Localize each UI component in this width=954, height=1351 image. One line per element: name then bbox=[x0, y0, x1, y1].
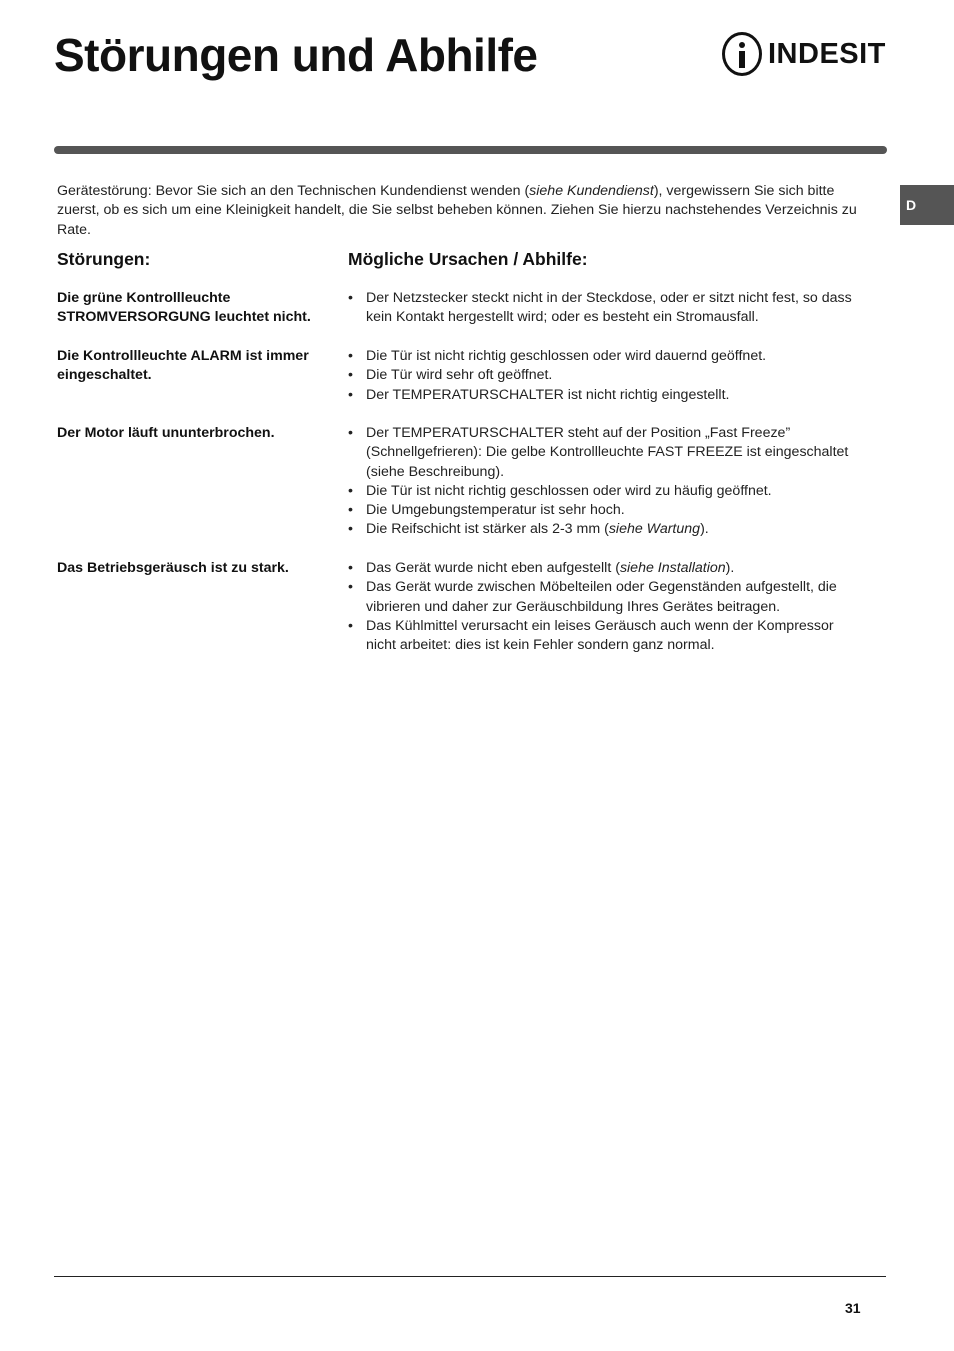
cause-item: • Das Gerät wurde zwischen Möbelteilen oder Gegenständen aufgestellt, die vibrieren und daher zur Geräuschbildung Ihres Gerätes beitragen. bbox=[348, 579, 837, 615]
cause-item: • Die Tür ist nicht richtig geschlossen oder wird dauernd geöffnet. bbox=[348, 347, 863, 366]
cause-item: • Der Netzstecker steckt nicht in der Steckdose, oder er sitzt nicht fest, so dass kein Kontakt hergestellt wird; oder es besteht ein Stromausfall. bbox=[348, 290, 852, 326]
problems-heading: Störungen: bbox=[57, 249, 151, 269]
language-tab: D bbox=[900, 185, 954, 225]
bullet-icon: • bbox=[348, 617, 353, 634]
cause-item: • Die Tür ist nicht richtig geschlossen oder wird zu häufig geöffnet. bbox=[348, 482, 863, 501]
intro-reference: siehe Kundendienst bbox=[529, 183, 654, 199]
cause-item: • Das Kühlmittel verursacht ein leises Geräusch auch wenn der Kompressor nicht arbeitet: dies ist kein Fehler sondern ganz normal. bbox=[348, 617, 834, 654]
problem-text: Der Motor läuft ununterbrochen. bbox=[57, 425, 275, 441]
bullet-icon: • bbox=[348, 386, 353, 403]
footer-divider bbox=[54, 1276, 886, 1277]
cause-list bbox=[348, 559, 863, 655]
intro-text-before: Gerätestörung: Bevor Sie sich an den Technischen Kundendienst wenden ( bbox=[57, 183, 530, 199]
bullet-icon: • bbox=[348, 348, 353, 364]
cause-item: • Das Gerät wurde nicht eben aufgestellt (siehe Installation). bbox=[348, 559, 863, 578]
cause-item: • Der TEMPERATURSCHALTER steht auf der Position „Fast Freeze” (Schnellgefrieren): Die gelbe Kontrollleuchte FAST FREEZE ist eingeschaltet (siehe Beschreibung). bbox=[348, 425, 849, 480]
problem-text: Die grüne Kontrollleuchte STROMVERSORGUNG leuchtet nicht. bbox=[57, 290, 311, 326]
cause-reference: siehe Installation bbox=[619, 560, 726, 576]
cause-list bbox=[348, 289, 863, 328]
bullet-icon: • bbox=[348, 579, 353, 596]
cause-item: • Die Umgebungstemperatur ist sehr hoch. bbox=[348, 501, 863, 520]
cause-item: • Die Tür wird sehr oft geöffnet. bbox=[348, 366, 863, 385]
bullet-icon: • bbox=[348, 482, 353, 499]
cause-list bbox=[348, 424, 863, 540]
intro-paragraph bbox=[57, 182, 857, 240]
bullet-icon: • bbox=[348, 560, 353, 576]
intro-text-after: ), vergewissern Sie sich bitte zuerst, ob es sich um eine Kleinigkeit handelt, die Sie selbst beheben können. Ziehen Sie hierzu nachstehendes Verzeichnis zu Rate. bbox=[57, 183, 857, 238]
title-divider bbox=[54, 146, 887, 154]
brand-logo bbox=[722, 30, 886, 78]
bullet-icon: • bbox=[348, 425, 353, 441]
problem-text: Die Kontrollleuchte ALARM ist immer eingeschaltet. bbox=[57, 348, 309, 384]
cause-item: • Der TEMPERATURSCHALTER ist nicht richtig eingestellt. bbox=[348, 386, 863, 405]
bullet-icon: • bbox=[348, 502, 353, 519]
problem-text: Das Betriebsgeräusch ist zu stark. bbox=[57, 560, 289, 576]
bullet-icon: • bbox=[348, 367, 353, 384]
page-number: 31 bbox=[845, 1300, 861, 1316]
causes-heading: Mögliche Ursachen / Abhilfe: bbox=[348, 249, 588, 269]
brand-logo-text: INDESIT bbox=[768, 37, 886, 70]
cause-list bbox=[348, 347, 863, 405]
bullet-icon: • bbox=[348, 290, 353, 306]
cause-reference: siehe Wartung bbox=[608, 521, 701, 538]
bullet-icon: • bbox=[348, 521, 353, 538]
page-title: Störungen und Abhilfe bbox=[54, 29, 538, 81]
brand-i-icon bbox=[722, 32, 762, 76]
cause-item: • Die Reifschicht ist stärker als 2-3 mm (siehe Wartung). bbox=[348, 520, 863, 539]
